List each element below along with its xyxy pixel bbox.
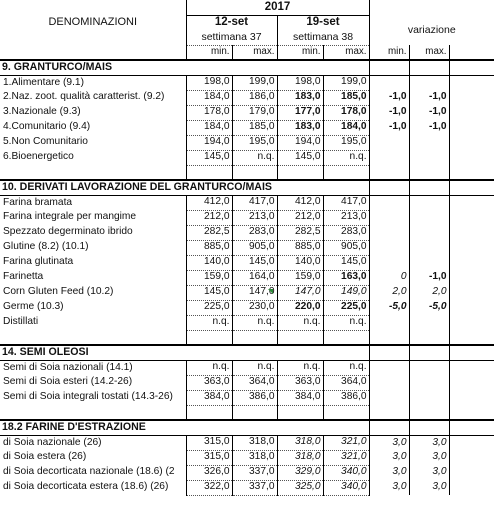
week1-min-cell: 315,0 — [186, 450, 232, 465]
week1-max-cell: n.q. — [232, 360, 277, 375]
week2-max-cell: 145,0 — [323, 255, 369, 270]
week2-max-cell: 178,0 — [323, 105, 369, 120]
row-label: Semi di Soia esteri (14.2-26) — [0, 375, 186, 390]
table-row — [0, 300, 494, 315]
denominazioni-header: DENOMINAZIONI — [0, 0, 186, 45]
table-row — [0, 150, 494, 165]
week1-min-cell: 212,0 — [186, 210, 232, 225]
var-max-cell — [409, 150, 449, 165]
week2-max-cell: 364,0 — [323, 375, 369, 390]
section-title: 18.2 FARINE D'ESTRAZIONE — [0, 420, 369, 435]
section-title: 10. DERIVATI LAVORAZIONE DEL GRANTURCO/MAIS — [0, 180, 369, 195]
week2-min-cell: 412,0 — [277, 195, 323, 210]
table-row — [0, 375, 494, 390]
week2-min-cell: 159,0 — [277, 270, 323, 285]
table-row — [0, 135, 494, 150]
var-max-cell — [409, 360, 449, 375]
var-max-cell: -1,0 — [409, 90, 449, 105]
row-label: 4.Comunitario (9.4) — [0, 120, 186, 135]
week1-label-header: settimana 37 — [186, 30, 277, 45]
table-row — [0, 315, 494, 330]
week2-min-cell: 220,0 — [277, 300, 323, 315]
week2-max-cell: 163,0 — [323, 270, 369, 285]
week2-max-cell: 184,0 — [323, 120, 369, 135]
table-row — [0, 360, 494, 375]
var-max-cell — [409, 315, 449, 330]
row-label: Farinetta — [0, 270, 186, 285]
week1-min-cell: 178,0 — [186, 105, 232, 120]
week1-max-cell: 386,0 — [232, 390, 277, 405]
section-gap — [0, 165, 494, 180]
table-row — [0, 435, 494, 450]
table-row — [0, 285, 494, 300]
week1-min-cell: 322,0 — [186, 480, 232, 495]
week1-max-cell: 186,0 — [232, 90, 277, 105]
week1-max-cell: 185,0 — [232, 120, 277, 135]
table-row — [0, 240, 494, 255]
var-max-cell: 3,0 — [409, 480, 449, 495]
week2-min-cell: 145,0 — [277, 150, 323, 165]
week1-max-cell: 230,0 — [232, 300, 277, 315]
row-label: di Soia nazionale (26) — [0, 435, 186, 450]
variazione-header: variazione — [407, 23, 456, 36]
var-min-cell: 3,0 — [369, 450, 409, 465]
var-min-cell — [369, 390, 409, 405]
week1-min-cell: 885,0 — [186, 240, 232, 255]
table-body — [0, 60, 494, 495]
var-min-cell: 3,0 — [369, 480, 409, 495]
var-max-cell: -1,0 — [409, 105, 449, 120]
week1-max-cell: 213,0 — [232, 210, 277, 225]
row-label: di Soia decorticata nazionale (18.6) (2 — [0, 465, 186, 480]
section-header-row — [0, 180, 494, 195]
row-label: Farina bramata — [0, 195, 186, 210]
var-max-cell — [409, 375, 449, 390]
var-max-cell: -1,0 — [409, 120, 449, 135]
var-min-cell: 3,0 — [369, 435, 409, 450]
week2-max-cell: 213,0 — [323, 210, 369, 225]
week2-min-cell: 198,0 — [277, 75, 323, 90]
week2-min-cell: 212,0 — [277, 210, 323, 225]
week1-min-cell: 184,0 — [186, 90, 232, 105]
week2-max-cell: 905,0 — [323, 240, 369, 255]
var-min-header: min. — [369, 45, 409, 60]
var-min-cell — [369, 240, 409, 255]
var-max-cell: -5,0 — [409, 300, 449, 315]
week1-min-cell: 184,0 — [186, 120, 232, 135]
week2-max-cell: 199,0 — [323, 75, 369, 90]
row-label: Semi di Soia nazionali (14.1) — [0, 360, 186, 375]
week2-max-cell: 149,0 — [323, 285, 369, 300]
row-label: di Soia estera (26) — [0, 450, 186, 465]
year-header: 2017 — [186, 0, 369, 15]
row-label: Corn Gluten Feed (10.2) — [0, 285, 186, 300]
week1-max-cell: 417,0 — [232, 195, 277, 210]
table-row — [0, 480, 494, 495]
week2-min-cell: n.q. — [277, 315, 323, 330]
week2-min-cell: 329,0 — [277, 465, 323, 480]
week1-min-cell: 412,0 — [186, 195, 232, 210]
var-min-cell — [369, 135, 409, 150]
section-header-row — [0, 345, 494, 360]
week2-max-cell: 340,0 — [323, 480, 369, 495]
row-label: Germe (10.3) — [0, 300, 186, 315]
var-max-header: max. — [409, 45, 449, 60]
var-min-cell: 0 — [369, 270, 409, 285]
header-row-year — [0, 0, 494, 15]
week2-min-cell: 318,0 — [277, 450, 323, 465]
week2-label-header: settimana 38 — [277, 30, 369, 45]
row-label: Spezzato degerminato ibrido — [0, 225, 186, 240]
var-max-cell — [409, 390, 449, 405]
table-row — [0, 450, 494, 465]
week2-max-cell: n.q. — [323, 150, 369, 165]
week2-min-cell: 885,0 — [277, 240, 323, 255]
week2-min-cell: 282,5 — [277, 225, 323, 240]
table-row — [0, 270, 494, 285]
week2-min-cell: 140,0 — [277, 255, 323, 270]
week2-min-header: min. — [277, 45, 323, 60]
week1-min-cell: 326,0 — [186, 465, 232, 480]
week1-max-cell: 199,0 — [232, 75, 277, 90]
row-label: 1.Alimentare (9.1) — [0, 75, 186, 90]
var-min-cell: -1,0 — [369, 90, 409, 105]
week1-max-cell: 337,0 — [232, 480, 277, 495]
week1-min-cell: 384,0 — [186, 390, 232, 405]
table-row — [0, 465, 494, 480]
week1-max-cell: 145,0 — [232, 255, 277, 270]
table-row — [0, 225, 494, 240]
var-max-cell — [409, 210, 449, 225]
week2-max-cell: 340,0 — [323, 465, 369, 480]
row-label: 6.Bioenergetico — [0, 150, 186, 165]
table-row — [0, 390, 494, 405]
table-row — [0, 210, 494, 225]
var-min-cell: -1,0 — [369, 105, 409, 120]
week2-max-cell: n.q. — [323, 315, 369, 330]
table-row — [0, 105, 494, 120]
week1-max-cell: n.q. — [232, 315, 277, 330]
week2-min-cell: 177,0 — [277, 105, 323, 120]
var-max-cell: 3,0 — [409, 465, 449, 480]
var-max-cell: 2,0 — [409, 285, 449, 300]
table-row — [0, 120, 494, 135]
week2-min-cell: 147,0 — [277, 285, 323, 300]
week2-max-cell: 225,0 — [323, 300, 369, 315]
week1-max-cell: 179,0 — [232, 105, 277, 120]
week1-min-header: min. — [186, 45, 232, 60]
week2-max-cell: 386,0 — [323, 390, 369, 405]
var-max-cell — [409, 240, 449, 255]
var-max-cell: -1,0 — [409, 270, 449, 285]
var-min-cell — [369, 255, 409, 270]
week2-max-cell: 283,0 — [323, 225, 369, 240]
var-max-cell — [409, 195, 449, 210]
week1-max-cell: 164,0 — [232, 270, 277, 285]
section-gap — [0, 405, 494, 420]
comment-marker-icon — [268, 289, 273, 294]
week1-min-cell: n.q. — [186, 360, 232, 375]
week2-min-cell: 318,0 — [277, 435, 323, 450]
week2-min-cell: 183,0 — [277, 90, 323, 105]
var-min-cell — [369, 150, 409, 165]
week2-max-cell: n.q. — [323, 360, 369, 375]
week1-min-cell: 140,0 — [186, 255, 232, 270]
week1-max-cell: 905,0 — [232, 240, 277, 255]
var-min-cell — [369, 210, 409, 225]
week2-min-cell: 194,0 — [277, 135, 323, 150]
var-min-cell: -1,0 — [369, 120, 409, 135]
week1-min-cell: 225,0 — [186, 300, 232, 315]
week2-max-cell: 321,0 — [323, 435, 369, 450]
week1-max-cell: 318,0 — [232, 450, 277, 465]
week1-min-cell: 194,0 — [186, 135, 232, 150]
var-max-cell: 3,0 — [409, 435, 449, 450]
var-max-cell — [409, 135, 449, 150]
var-max-cell: 3,0 — [409, 450, 449, 465]
week2-max-cell: 417,0 — [323, 195, 369, 210]
week1-max-cell: 195,0 — [232, 135, 277, 150]
var-max-cell — [409, 75, 449, 90]
var-min-cell — [369, 75, 409, 90]
week2-min-cell: n.q. — [277, 360, 323, 375]
var-min-cell — [369, 315, 409, 330]
week2-min-cell: 363,0 — [277, 375, 323, 390]
week1-max-cell: 337,0 — [232, 465, 277, 480]
var-min-cell: -5,0 — [369, 300, 409, 315]
var-min-cell — [369, 195, 409, 210]
section-title: 9. GRANTURCO/MAIS — [0, 60, 369, 75]
week1-min-cell: 145,0 — [186, 285, 232, 300]
week1-max-cell: 318,0 — [232, 435, 277, 450]
week2-min-cell: 384,0 — [277, 390, 323, 405]
row-label: Farina integrale per mangime — [0, 210, 186, 225]
week1-date-header: 12-set — [186, 15, 277, 30]
var-min-cell: 2,0 — [369, 285, 409, 300]
week2-date-header: 19-set — [277, 15, 369, 30]
week1-max-cell: 283,0 — [232, 225, 277, 240]
row-label: 2.Naz. zoot. qualità caratterist. (9.2) — [0, 90, 186, 105]
week2-min-cell: 183,0 — [277, 120, 323, 135]
table-row — [0, 195, 494, 210]
section-header-row — [0, 60, 494, 75]
table-row — [0, 90, 494, 105]
week1-max-header: max. — [232, 45, 277, 60]
table-row — [0, 255, 494, 270]
week1-min-cell: 159,0 — [186, 270, 232, 285]
row-label: di Soia decorticata estera (18.6) (26) — [0, 480, 186, 495]
week1-max-cell: 364,0 — [232, 375, 277, 390]
header-row-minmax — [0, 45, 494, 60]
week2-max-cell: 321,0 — [323, 450, 369, 465]
week2-min-cell: 325,0 — [277, 480, 323, 495]
week1-min-cell: n.q. — [186, 315, 232, 330]
week1-min-cell: 282,5 — [186, 225, 232, 240]
table-row — [0, 75, 494, 90]
week1-min-cell: 198,0 — [186, 75, 232, 90]
row-label: 5.Non Comunitario — [0, 135, 186, 150]
week1-min-cell: 363,0 — [186, 375, 232, 390]
week2-max-cell: 195,0 — [323, 135, 369, 150]
week2-max-header: max. — [323, 45, 369, 60]
row-label: Farina glutinata — [0, 255, 186, 270]
week2-max-cell: 185,0 — [323, 90, 369, 105]
week1-max-cell: n.q. — [232, 150, 277, 165]
var-max-cell — [409, 225, 449, 240]
week1-max-cell: 147,0 — [232, 285, 277, 300]
week1-min-cell: 315,0 — [186, 435, 232, 450]
section-gap — [0, 330, 494, 345]
var-max-cell — [409, 255, 449, 270]
var-min-cell — [369, 225, 409, 240]
row-label: Distillati — [0, 315, 186, 330]
var-min-cell: 3,0 — [369, 465, 409, 480]
section-title: 14. SEMI OLEOSI — [0, 345, 369, 360]
var-min-cell — [369, 360, 409, 375]
row-label: Glutine (8.2) (10.1) — [0, 240, 186, 255]
week1-min-cell: 145,0 — [186, 150, 232, 165]
row-label: Semi di Soia integrali tostati (14.3-26) — [0, 390, 186, 405]
section-header-row — [0, 420, 494, 435]
row-label: 3.Nazionale (9.3) — [0, 105, 186, 120]
var-min-cell — [369, 375, 409, 390]
